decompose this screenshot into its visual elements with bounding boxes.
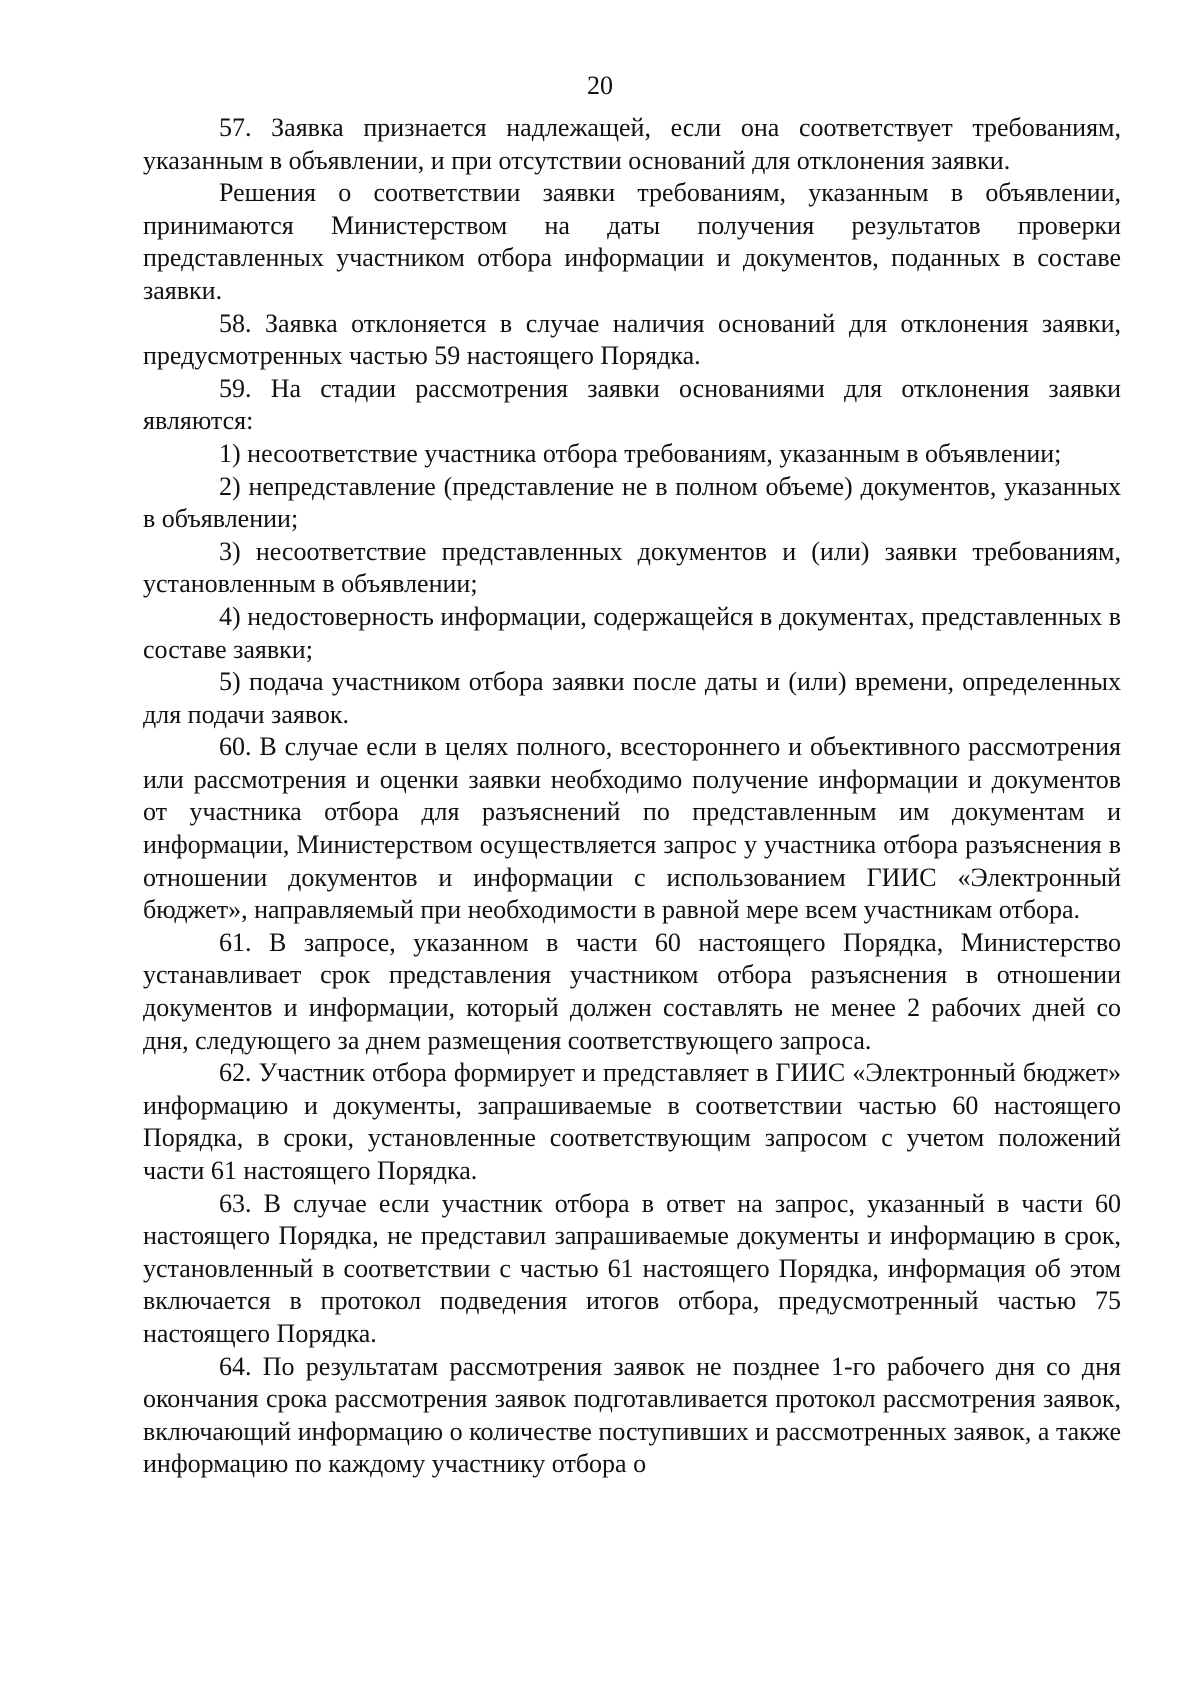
list-item-4: 4) недостоверность информации, содержащейся в документах, представленных в составе заявки; [143,601,1121,664]
page-number: 20 [587,71,613,100]
paragraph-57: 57. Заявка признается надлежащей, если она соответствует требованиям, указанным в объявлении, и при отсутствии оснований для отклонения заявки. [143,113,1121,175]
paragraph-60: 60. В случае если в целях полного, всестороннего и объективного рассмотрения или рассмотрения и оценки заявки необходимо получение информации и документов от участника отбора для разъяснений по представленным им документам и информации, Министерством осуществляется запрос у участника отбора разъяснения в отношении документов и информации с использованием ГИИС «Электронный бюджет», направляемый при необходимости в равной мере всем участникам отбора. [143,732,1121,925]
list-item-1: 1) несоответствие участника отбора требованиям, указанным в объявлении; [219,438,1062,468]
list-item-5: 5) подача участником отбора заявки после даты и (или) времени, определенных для подачи заявок. [143,667,1121,729]
paragraph-59: 59. На стадии рассмотрения заявки основаниями для отклонения заявки являются: [143,373,1121,436]
paragraph-64: 64. По результатам рассмотрения заявок не позднее 1-го рабочего дня со дня окончания срока рассмотрения заявок подготавливается протокол рассмотрения заявок, включающий информацию о количестве поступивших и рассмотренных заявок, а также информацию по каждому участнику отбора о [143,1351,1121,1479]
list-item-2: 2) непредставление (представление не в полном объеме) документов, указанных в объявлении; [143,471,1121,534]
paragraph-62: 62. Участник отбора формирует и представляет в ГИИС «Электронный бюджет» информацию и документы, запрашиваемые в соответствии частью 60 настоящего Порядка, в сроки, установленные соответствующим запросом с учетом положений части 61 настоящего Порядка. [143,1058,1121,1185]
list-item-3: 3) несоответствие представленных документов и (или) заявки требованиям, установленным в объявлении; [143,536,1121,599]
paragraph-61: 61. В запросе, указанном в части 60 настоящего Порядка, Министерство устанавливает срок представления участником отбора разъяснения в отношении документов и информации, который должен составлять не менее 2 рабочих дней со дня, следующего за днем размещения соответствующего запроса. [143,927,1121,1055]
paragraph-63: 63. В случае если участник отбора в ответ на запрос, указанный в части 60 настоящего Порядка, не представил запрашиваемые документы и информацию в срок, установленный в соответствии с частью 61 настоящего Порядка, информация об этом включается в протокол подведения итогов отбора, предусмотренный частью 75 настоящего Порядка. [143,1188,1121,1348]
paragraph-57-decisions: Решения о соответствии заявки требованиям, указанным в объявлении, принимаются Министерством на даты получения результатов проверки представленных участником отбора информации и документов, поданных в составе заявки. [143,178,1121,305]
paragraph-58: 58. Заявка отклоняется в случае наличия оснований для отклонения заявки, предусмотренных частью 59 настоящего Порядка. [143,308,1121,371]
document-body [143,112,1121,1481]
